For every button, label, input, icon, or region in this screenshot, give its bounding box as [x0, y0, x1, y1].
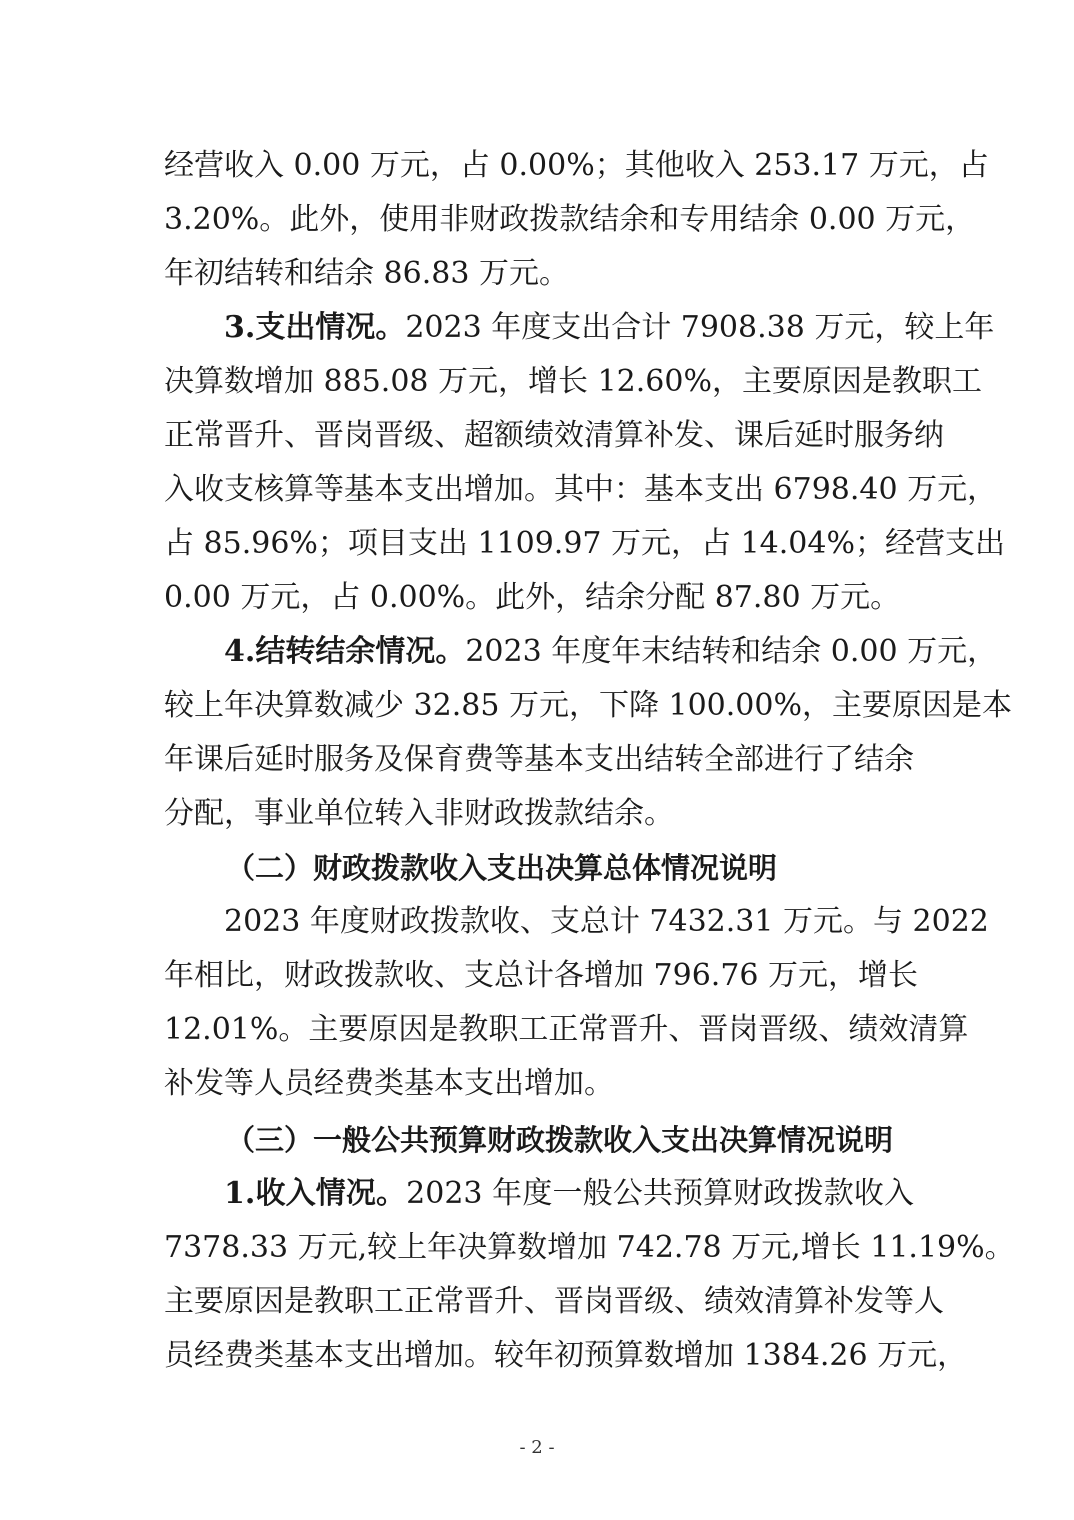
text-span: 2023 年度支出合计 7908.38 万元，较上年: [405, 310, 995, 345]
text-line: 补发等人员经费类基本支出增加。: [164, 1066, 614, 1101]
paragraph-first-line: [224, 632, 998, 672]
text-line: 正常晋升、晋岗晋级、超额绩效清算补发、课后延时服务纳: [164, 418, 944, 453]
text-line: 年初结转和结余 86.83 万元。: [164, 256, 569, 291]
paragraph-first-line: 2023 年度财政拨款收、支总计 7432.31 万元。与 2022: [224, 904, 989, 939]
section-heading: （三）一般公共预算财政拨款收入支出决算情况说明: [226, 1123, 894, 1157]
section-lead: 4.结转结余情况。: [224, 634, 466, 669]
text-line: 3.20%。此外，使用非财政拨款结余和专用结余 0.00 万元，: [164, 202, 976, 237]
text-line: 12.01%。主要原因是教职工正常晋升、晋岗晋级、绩效清算: [164, 1012, 969, 1047]
section-lead: 1.收入情况。: [224, 1176, 407, 1211]
text-line: 员经费类基本支出增加。较年初预算数增加 1384.26 万元，: [164, 1338, 968, 1373]
section-lead: 3.支出情况。: [224, 310, 406, 345]
paragraph-first-line: [224, 1174, 914, 1214]
text-line: 年相比，财政拨款收、支总计各增加 796.76 万元，增长: [164, 958, 919, 993]
text-line: 经营收入 0.00 万元，占 0.00%；其他收入 253.17 万元，占: [164, 148, 989, 183]
section-heading: （二）财政拨款收入支出决算总体情况说明: [226, 851, 778, 885]
text-line: 入收支核算等基本支出增加。其中：基本支出 6798.40 万元，: [164, 472, 998, 507]
text-line: 较上年决算数减少 32.85 万元，下降 100.00%，主要原因是本: [164, 688, 1012, 723]
page-number: - 2 -: [519, 1437, 555, 1458]
text-span: 2023 年度年末结转和结余 0.00 万元，: [465, 634, 998, 669]
text-line: 年课后延时服务及保育费等基本支出结转全部进行了结余: [164, 742, 914, 777]
text-line: 7378.33 万元,较上年决算数增加 742.78 万元,增长 11.19%。: [164, 1230, 1015, 1265]
text-line: 0.00 万元，占 0.00%。此外，结余分配 87.80 万元。: [164, 580, 901, 615]
text-line: 决算数增加 885.08 万元，增长 12.60%，主要原因是教职工: [164, 364, 982, 399]
text-line: 占 85.96%；项目支出 1109.97 万元，占 14.04%；经营支出: [164, 526, 1005, 561]
paragraph-first-line: [224, 308, 995, 348]
text-line: 分配，事业单位转入非财政拨款结余。: [164, 796, 674, 831]
text-line: 主要原因是教职工正常晋升、晋岗晋级、绩效清算补发等人: [164, 1284, 944, 1319]
text-span: 2023 年度一般公共预算财政拨款收入: [406, 1176, 914, 1211]
